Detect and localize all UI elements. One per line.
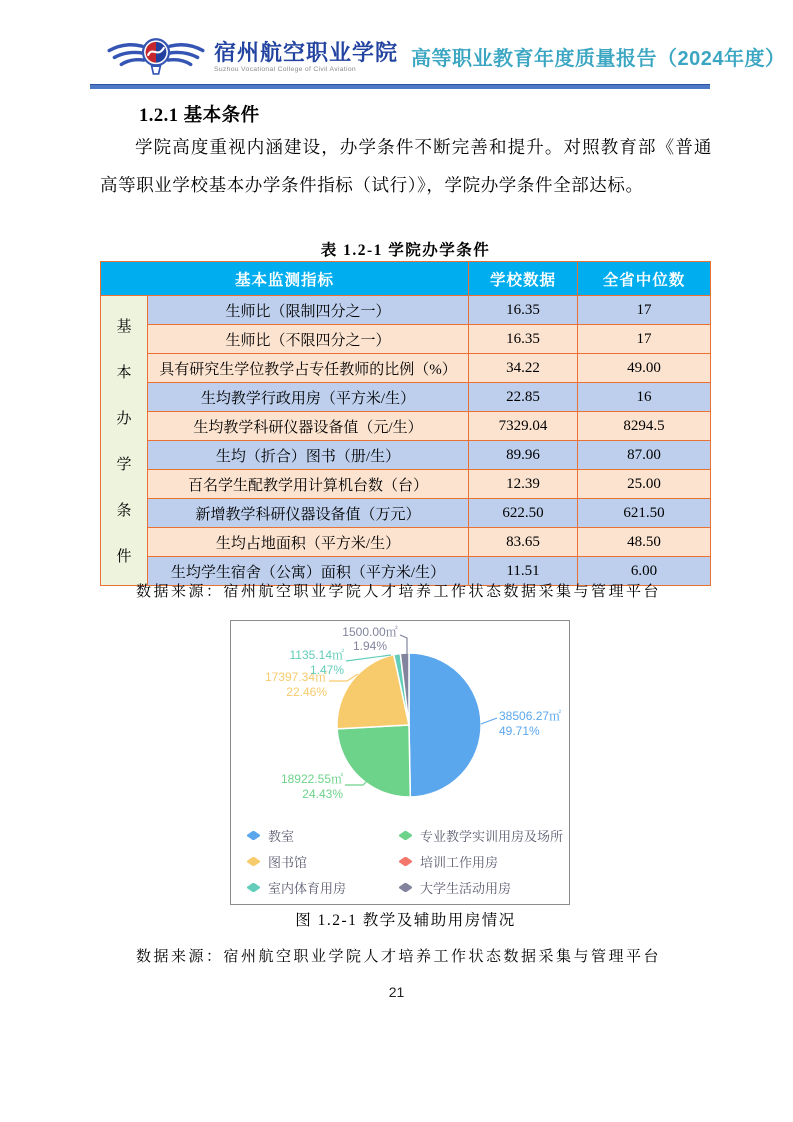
figure-caption: 图 1.2-1 教学及辅助用房情况	[295, 912, 516, 929]
pie-slice	[409, 653, 481, 797]
province-value-cell: 16	[578, 383, 711, 412]
body-paragraph: 学院高度重视内涵建设，办学条件不断完善和提升。对照教育部《普通高等职业学校基本办学条件指标（试行）》，学院办学条件全部达标。	[100, 137, 712, 195]
legend-label: 图书馆	[268, 855, 308, 870]
province-value-cell: 6.00	[578, 557, 711, 586]
province-value-cell: 87.00	[578, 441, 711, 470]
page-header	[104, 30, 786, 83]
legend-marker-icon	[247, 883, 260, 892]
figure-source-note: 数据来源：宿州航空职业学院人才培养工作状态数据采集与管理平台	[136, 949, 662, 965]
legend-label: 教室	[268, 829, 295, 844]
label-leader-line	[400, 635, 407, 654]
school-value-cell: 16.35	[469, 325, 578, 354]
college-name-block	[214, 41, 398, 73]
indicator-cell: 新增教学科研仪器设备值（万元）	[148, 499, 469, 528]
province-value-cell: 17	[578, 296, 711, 325]
legend-item	[247, 878, 399, 897]
indicator-cell: 生均教学科研仪器设备值（元/生）	[148, 412, 469, 441]
slice-data-label: 1500.00㎡	[342, 625, 398, 639]
pie-chart	[231, 621, 568, 825]
college-name: 宿州航空职业学院	[214, 39, 399, 65]
table-row	[101, 325, 711, 354]
province-value-cell: 48.50	[578, 528, 711, 557]
side-label: 基 本 办 学 条 件	[101, 296, 148, 586]
slice-data-label: 24.43%	[302, 787, 343, 801]
legend-item	[247, 852, 399, 871]
report-title: 高等职业教育年度质量报告（2024年度）	[411, 48, 786, 70]
school-value-cell: 16.35	[469, 296, 578, 325]
province-value-cell: 621.50	[578, 499, 711, 528]
table-source-note: 数据来源：宿州航空职业学院人才培养工作状态数据采集与管理平台	[136, 584, 662, 600]
table-row	[101, 354, 711, 383]
legend-item	[399, 852, 569, 871]
header-divider	[90, 84, 710, 89]
table-row	[101, 296, 711, 325]
chart-panel	[230, 620, 570, 905]
legend-item	[247, 826, 399, 845]
slice-data-label: 1.94%	[352, 639, 388, 653]
table-row	[101, 499, 711, 528]
legend-marker-icon	[399, 831, 412, 840]
table-caption: 表 1.2-1 学院办学条件	[320, 242, 491, 259]
slice-data-label: 49.71%	[499, 724, 540, 738]
legend-label: 大学生活动用房	[420, 881, 512, 896]
legend-label: 培训工作用房	[420, 855, 499, 870]
province-value-cell: 17	[578, 325, 711, 354]
legend-item	[399, 878, 569, 897]
legend-label: 专业教学实训用房及场所	[420, 829, 564, 844]
school-value-cell: 622.50	[469, 499, 578, 528]
college-name-en: Suzhou Vocational College of Civil Aviation	[214, 65, 356, 73]
province-value-cell: 49.00	[578, 354, 711, 383]
legend-marker-icon	[247, 857, 260, 866]
indicator-cell: 生均占地面积（平方米/生）	[148, 528, 469, 557]
school-value-cell: 34.22	[469, 354, 578, 383]
school-value-cell: 7329.04	[469, 412, 578, 441]
school-value-cell: 12.39	[469, 470, 578, 499]
legend-label: 室内体育用房	[268, 881, 347, 896]
legend-marker-icon	[399, 857, 412, 866]
table-header-row	[101, 262, 711, 296]
college-emblem-icon	[104, 30, 208, 83]
slice-data-label: 18922.55㎡	[280, 772, 343, 786]
indicator-cell: 百名学生配教学用计算机台数（台）	[148, 470, 469, 499]
indicator-cell: 生师比（限制四分之一）	[148, 296, 469, 325]
province-value-cell: 25.00	[578, 470, 711, 499]
school-conditions-table	[100, 261, 711, 586]
legend-marker-icon	[399, 883, 412, 892]
school-value-cell: 83.65	[469, 528, 578, 557]
pie-slice	[337, 725, 410, 797]
column-header-province: 全省中位数	[578, 262, 711, 296]
legend-marker-icon	[247, 831, 260, 840]
slice-data-label: 38506.27㎡	[499, 709, 562, 723]
legend-item	[399, 826, 569, 845]
school-value-cell: 11.51	[469, 557, 578, 586]
slice-data-label: 1135.14㎡	[289, 648, 344, 662]
slice-data-label: 22.46%	[286, 685, 327, 699]
chart-legend	[247, 826, 569, 897]
indicator-cell: 生均学生宿舍（公寓）面积（平方米/生）	[148, 557, 469, 586]
table-row	[101, 528, 711, 557]
school-value-cell: 89.96	[469, 441, 578, 470]
table-row	[101, 412, 711, 441]
page-number: 21	[388, 984, 405, 1000]
indicator-cell: 生均（折合）图书（册/生）	[148, 441, 469, 470]
column-header-indicator: 基本监测指标	[101, 262, 469, 296]
school-value-cell: 22.85	[469, 383, 578, 412]
table-row	[101, 470, 711, 499]
table-row	[101, 383, 711, 412]
label-leader-line	[481, 718, 497, 724]
section-heading: 1.2.1 基本条件	[139, 106, 260, 126]
slice-data-label: 1.47%	[309, 663, 344, 677]
slice-data-label: 17397.34㎡	[264, 670, 327, 684]
indicator-cell: 生师比（不限四分之一）	[148, 325, 469, 354]
column-header-school: 学校数据	[469, 262, 578, 296]
province-value-cell: 8294.5	[578, 412, 711, 441]
indicator-cell: 具有研究生学位教学占专任教师的比例（%）	[148, 354, 469, 383]
table-row	[101, 441, 711, 470]
indicator-cell: 生均教学行政用房（平方米/生）	[148, 383, 469, 412]
